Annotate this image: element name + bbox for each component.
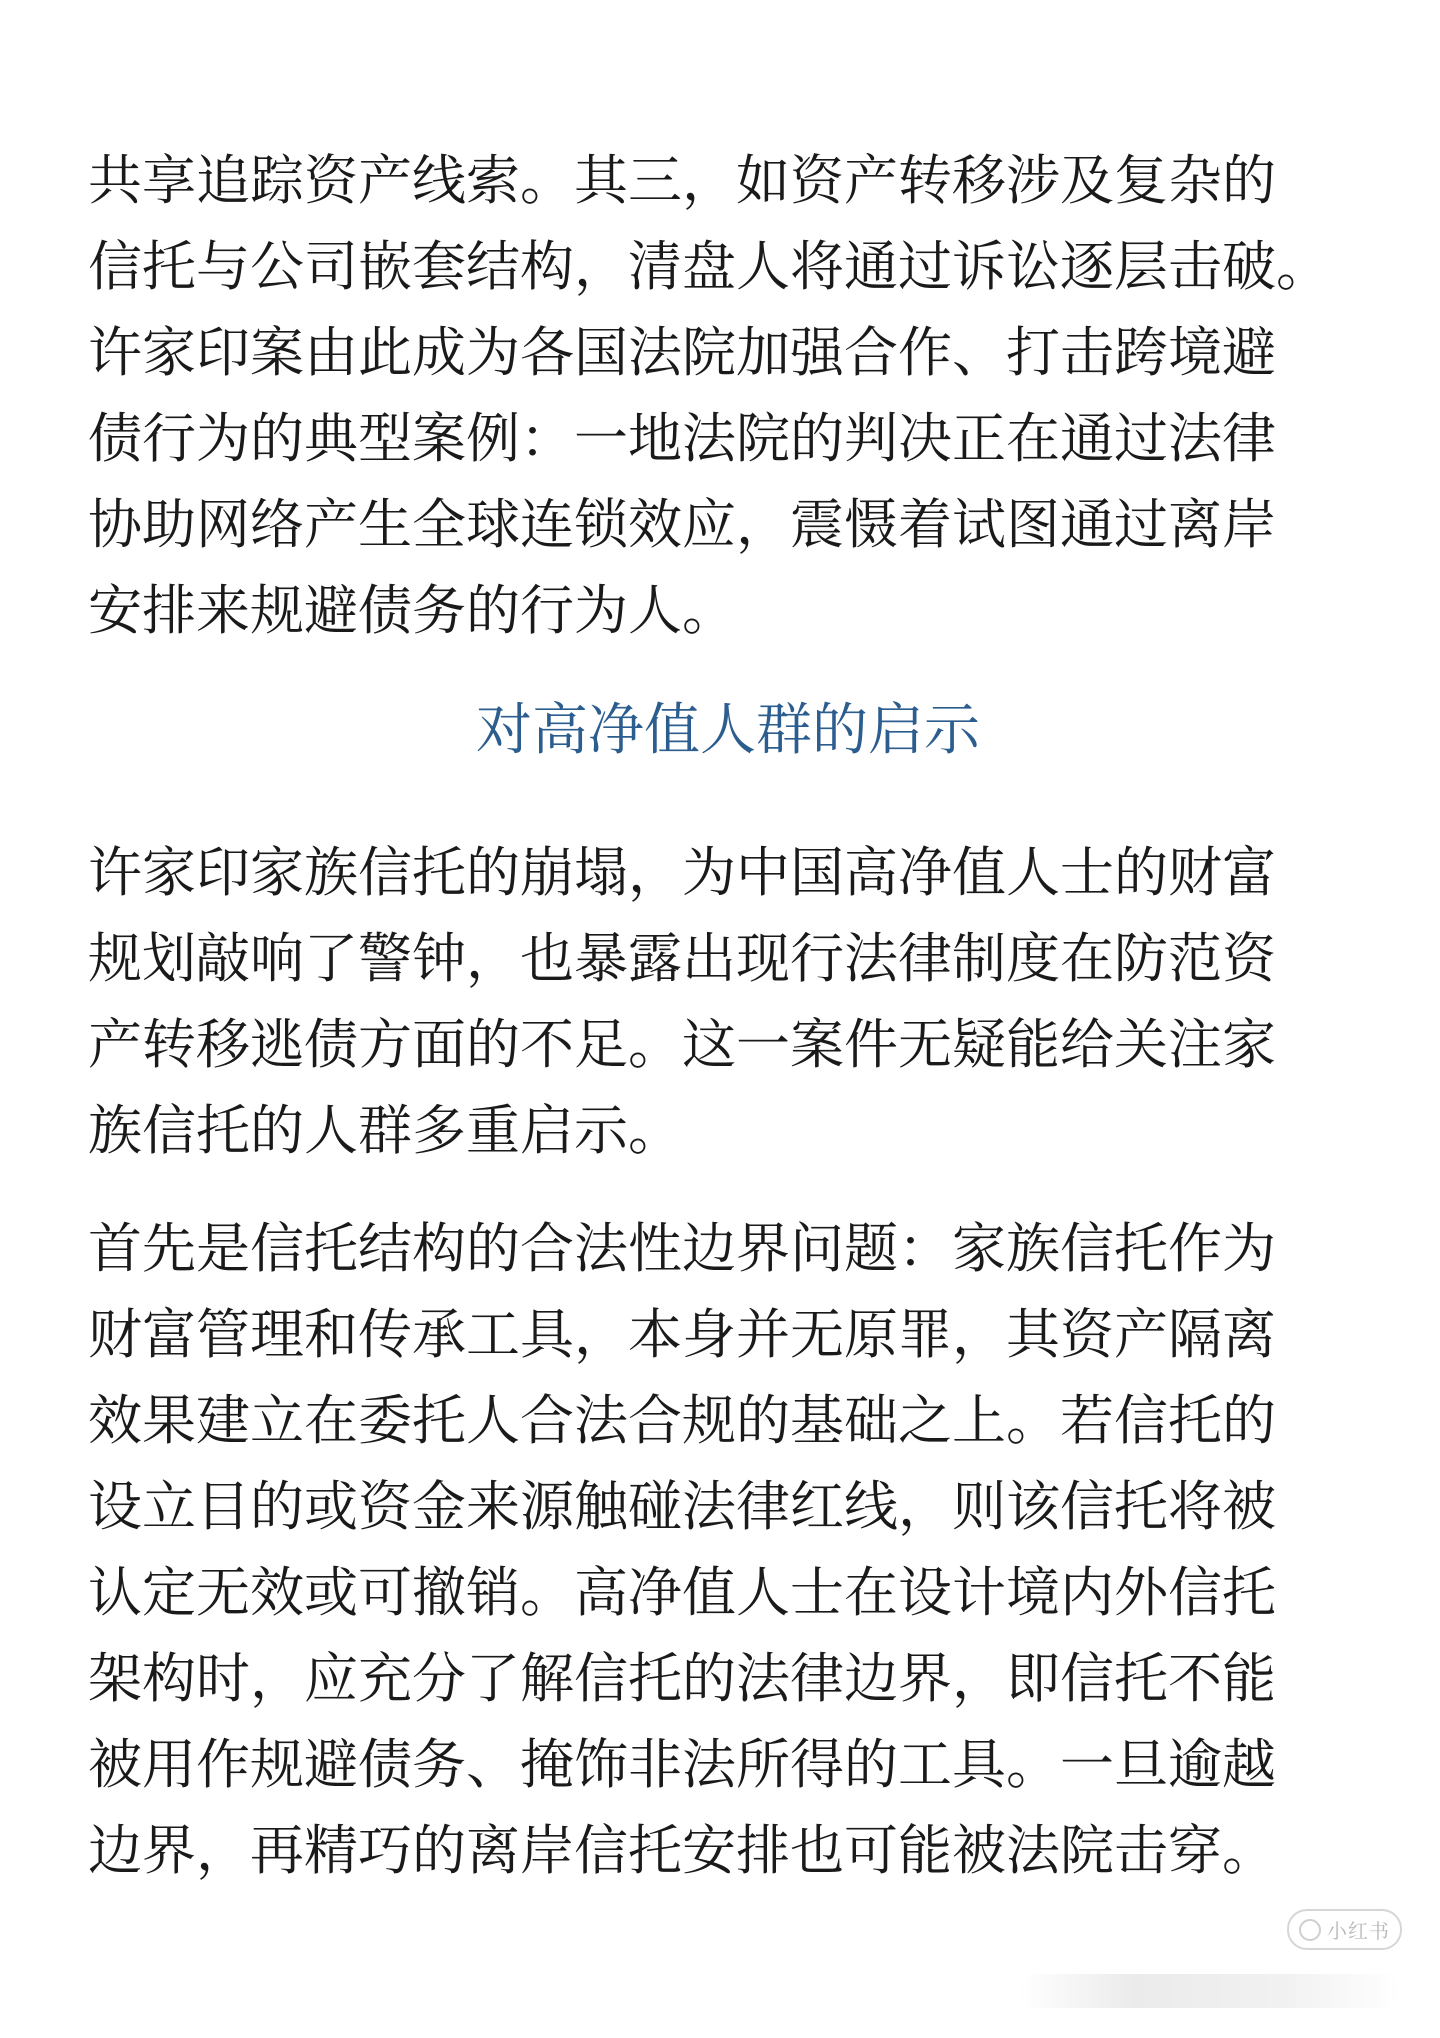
image-artifact xyxy=(1020,1974,1400,2008)
paragraph-line: 被用作规避债务、掩饰非法所得的工具。一旦逾越 xyxy=(88,1733,1276,1796)
paragraph-line: 信托与公司嵌套结构，清盘人将通过诉讼逐层击破。 xyxy=(88,235,1330,298)
watermark-text: 小红书 xyxy=(1327,1921,1390,1943)
watermark-logo-icon xyxy=(1299,1919,1321,1941)
paragraph-line: 架构时，应充分了解信托的法律边界，即信托不能 xyxy=(88,1647,1276,1710)
paragraph-line: 边界，再精巧的离岸信托安排也可能被法院击穿。 xyxy=(88,1819,1276,1882)
paragraph-2 xyxy=(88,830,1368,1174)
paragraph-line: 效果建立在委托人合法合规的基础之上。若信托的 xyxy=(88,1389,1276,1452)
article-body xyxy=(88,138,1368,1894)
paragraph-line: 许家印案由此成为各国法院加强合作、打击跨境避 xyxy=(88,321,1276,384)
paragraph-line: 产转移逃债方面的不足。这一案件无疑能给关注家 xyxy=(88,1013,1276,1076)
paragraph-line: 财富管理和传承工具，本身并无原罪，其资产隔离 xyxy=(88,1303,1276,1366)
paragraph-line: 认定无效或可撤销。高净值人士在设计境内外信托 xyxy=(88,1561,1276,1624)
paragraph-1 xyxy=(88,138,1368,654)
section-heading: 对高净值人群的启示 xyxy=(476,698,980,763)
paragraph-line: 债行为的典型案例：一地法院的判决正在通过法律 xyxy=(88,407,1276,470)
paragraph-line: 安排来规避债务的行为人。 xyxy=(88,579,736,642)
paragraph-line: 首先是信托结构的合法性边界问题：家族信托作为 xyxy=(88,1217,1276,1280)
paragraph-3 xyxy=(88,1206,1368,1894)
paragraph-line: 协助网络产生全球连锁效应，震慑着试图通过离岸 xyxy=(88,493,1276,556)
watermark-badge xyxy=(1287,1909,1402,1950)
paragraph-line: 设立目的或资金来源触碰法律红线，则该信托将被 xyxy=(88,1475,1276,1538)
paragraph-line: 族信托的人群多重启示。 xyxy=(88,1099,682,1162)
paragraph-line: 许家印家族信托的崩塌，为中国高净值人士的财富 xyxy=(88,841,1276,904)
paragraph-line: 共享追踪资产线索。其三，如资产转移涉及复杂的 xyxy=(88,149,1276,212)
paragraph-line: 规划敲响了警钟，也暴露出现行法律制度在防范资 xyxy=(88,927,1276,990)
